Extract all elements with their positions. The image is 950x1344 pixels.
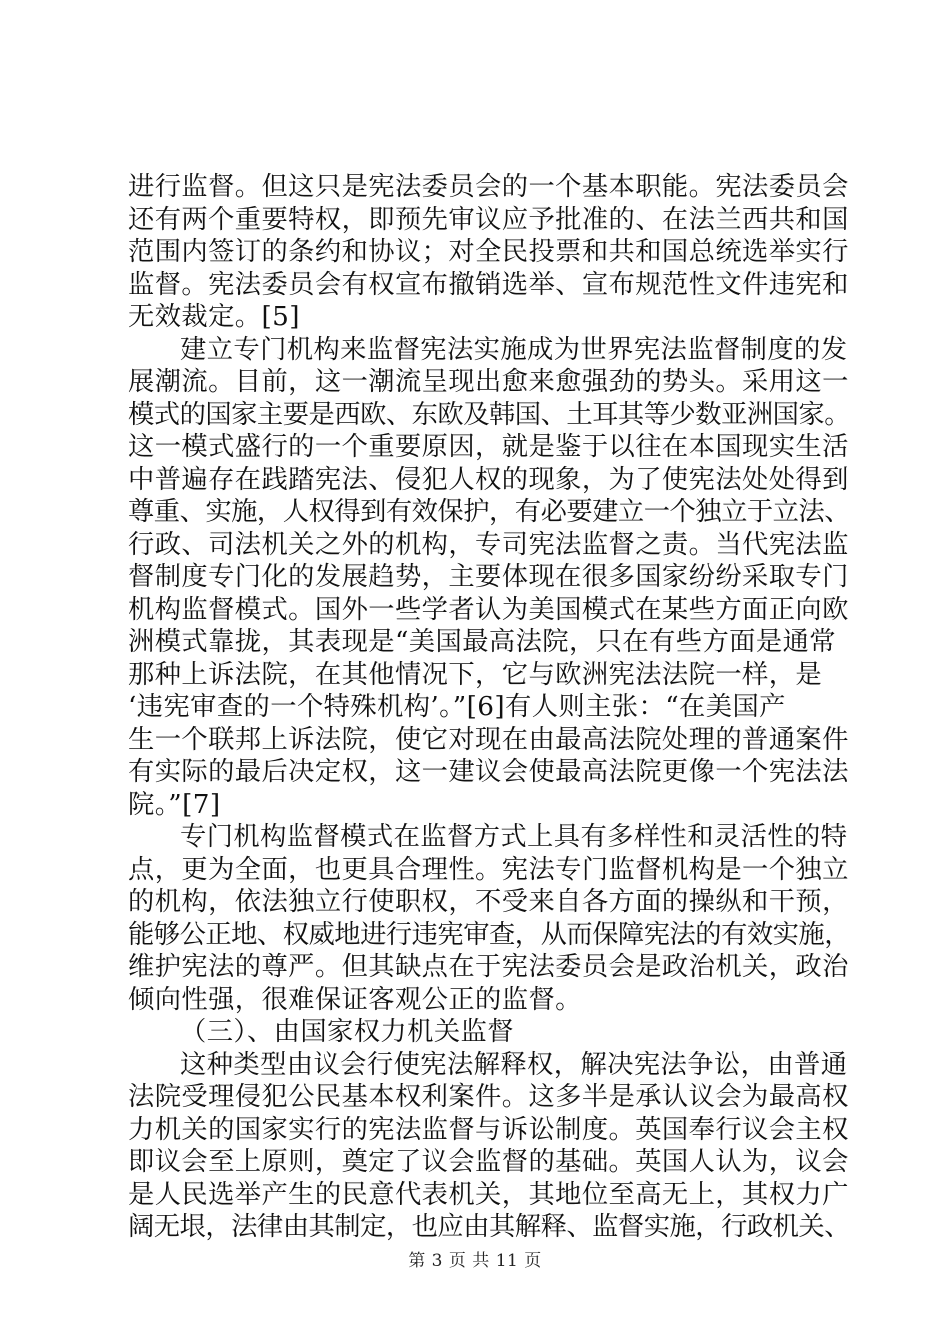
text-line: 督制度专门化的发展趋势，主要体现在很多国家纷纷采取专门	[128, 562, 849, 592]
page-footer: 第 3 页 共 11 页	[408, 1251, 542, 1271]
text-line: 有实际的最后决定权，这一建议会使最高法院更像一个宪法法	[128, 757, 849, 787]
text-line: 展潮流。目前，这一潮流呈现出愈来愈强劲的势头。采用这一	[128, 367, 849, 397]
text-line: 监督。宪法委员会有权宣布撤销选举、宣布规范性文件违宪和	[128, 269, 849, 300]
text-line: 建立专门机构来监督宪法实施成为世界宪法监督制度的发	[180, 334, 848, 365]
text-line: 即议会至上原则，奠定了议会监督的基础。英国人认为，议会	[128, 1147, 849, 1177]
text-line: 生一个联邦上诉法院，使它对现在由最高法院处理的普通案件	[128, 724, 849, 755]
text-line: 是人民选举产生的民意代表机关，其地位至高无上，其权力广	[128, 1179, 849, 1210]
text-line: 阔无垠，法律由其制定，也应由其解释、监督实施，行政机关、	[128, 1212, 850, 1242]
text-line: 范围内签订的条约和协议；对全民投票和共和国总统选举实行	[128, 237, 849, 267]
text-line: ‘违宪审查的一个特殊机构’。”[6]有人则主张：“在美国产	[128, 692, 786, 722]
text-line: 法院受理侵犯公民基本权利案件。这多半是承认议会为最高权	[128, 1082, 849, 1112]
text-line: 倾向性强，很难保证客观公正的监督。	[128, 984, 582, 1015]
body-text	[128, 171, 850, 1244]
text-line: 维护宪法的尊严。但其缺点在于宪法委员会是政治机关，政治	[128, 952, 849, 982]
text-line: 行政、司法机关之外的机构，专司宪法监督之责。当代宪法监	[128, 529, 849, 560]
text-line: 模式的国家主要是西欧、东欧及韩国、土耳其等少数亚洲国家。	[128, 399, 850, 430]
text-line: 这一模式盛行的一个重要原因，就是鉴于以往在本国现实生活	[128, 432, 849, 462]
text-line: 这种类型由议会行使宪法解释权，解决宪法争讼，由普通	[180, 1049, 848, 1080]
text-line: （三）、由国家权力机关监督	[180, 1017, 514, 1047]
text-line: 尊重、实施，人权得到有效保护，有必要建立一个独立于立法、	[128, 497, 850, 527]
text-line: 还有两个重要特权，即预先审议应予批准的、在法兰西共和国	[128, 204, 849, 235]
text-line: 进行监督。但这只是宪法委员会的一个基本职能。宪法委员会	[128, 172, 849, 202]
text-line: 那种上诉法院，在其他情况下，它与欧洲宪法法院一样，是	[128, 659, 823, 690]
text-line: 中普遍存在践踏宪法、侵犯人权的现象，为了使宪法处处得到	[128, 464, 849, 495]
text-line: 机构监督模式。国外一些学者认为美国模式在某些方面正向欧	[128, 594, 849, 625]
text-line: 专门机构监督模式在监督方式上具有多样性和灵活性的特	[180, 822, 848, 852]
text-line: 点，更为全面，也更具合理性。宪法专门监督机构是一个独立	[128, 854, 849, 885]
text-line: 能够公正地、权威地进行违宪审查，从而保障宪法的有效实施，	[128, 919, 850, 950]
text-line: 无效裁定。[5]	[128, 302, 300, 332]
text-line: 院。”[7]	[128, 789, 221, 820]
text-line: 的机构，依法独立行使职权，不受来自各方面的操纵和干预，	[128, 887, 849, 917]
text-line: 洲模式靠拢，其表现是“美国最高法院，只在有些方面是通常	[128, 627, 836, 657]
text-line: 力机关的国家实行的宪法监督与诉讼制度。英国奉行议会主权	[128, 1114, 849, 1145]
